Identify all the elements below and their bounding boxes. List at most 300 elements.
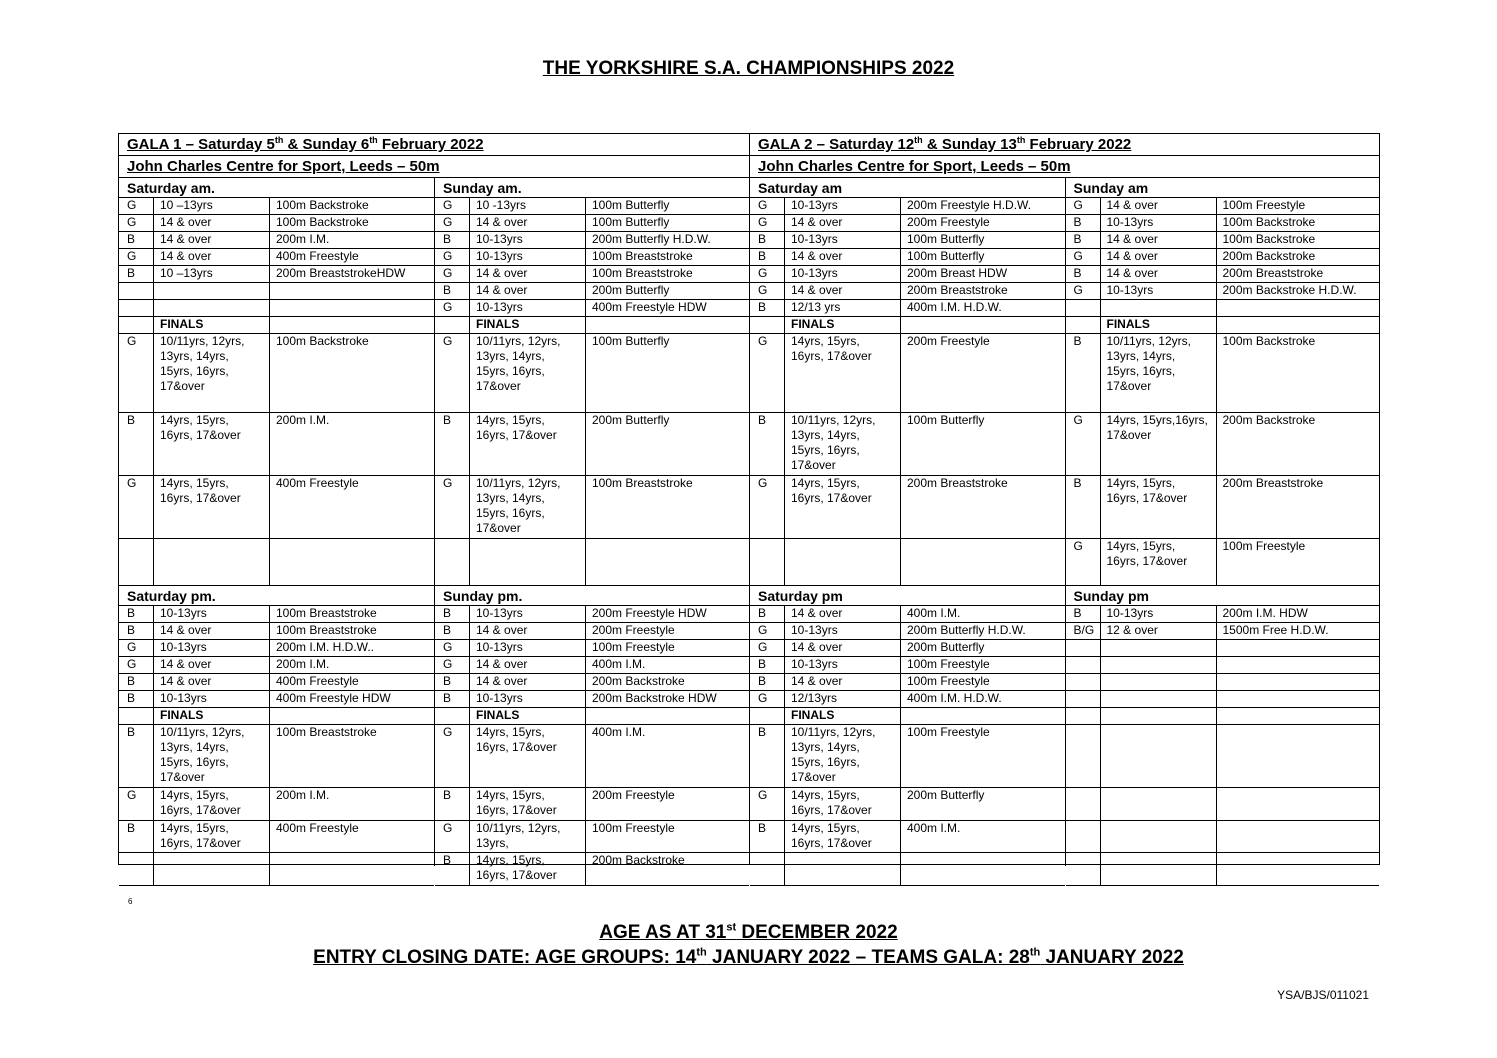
gender-cell: B <box>1073 232 1082 246</box>
session-heading: Saturday pm <box>750 586 1065 606</box>
age-group-cell: 10-13yrs <box>1100 215 1216 231</box>
entry-note-sup: th <box>1029 946 1041 959</box>
gala-title-text: GALA 2 – Saturday 12 <box>758 136 915 153</box>
gala-title-sup: th <box>369 135 378 145</box>
event-row <box>119 708 434 725</box>
event-row <box>1066 198 1380 215</box>
event-cell: 100m Breaststroke <box>269 606 434 622</box>
event-row <box>119 623 434 640</box>
age-group-cell: FINALS <box>469 317 585 333</box>
entry-note-text: JANUARY 2022 <box>1040 947 1184 968</box>
event-cell: 200m I.M. H.D.W.. <box>269 640 434 656</box>
age-group-cell: 14 & over <box>1100 266 1216 282</box>
event-cell: 400m I.M. H.D.W. <box>900 300 1065 316</box>
gender-cell <box>1066 708 1100 724</box>
event-row <box>1066 821 1380 853</box>
age-group-cell: 10/11yrs, 12yrs, 13yrs, 14yrs, 15yrs, 16yrs, 17&over <box>784 725 900 787</box>
event-cell: 200m Butterfly H.D.W. <box>585 232 749 248</box>
event-row <box>119 232 434 249</box>
age-group-cell: 14 & over <box>784 249 900 265</box>
event-row <box>1066 334 1380 413</box>
event-row <box>750 606 1065 623</box>
gender-cell: G <box>443 300 453 314</box>
gender-cell <box>119 708 153 724</box>
event-row <box>435 266 749 283</box>
gender-cell: G <box>758 788 768 802</box>
event-row <box>1066 283 1380 300</box>
event-row <box>1066 623 1380 640</box>
gender-cell: B/G <box>1073 623 1095 637</box>
event-cell: 100m Breaststroke <box>269 725 434 787</box>
age-group-cell: 10/11yrs, 12yrs, 13yrs, 14yrs, 15yrs, 16yrs, 17&over <box>469 334 585 412</box>
event-row <box>750 725 1065 788</box>
day-column <box>119 178 434 866</box>
event-cell: 200m Backstroke <box>1216 249 1380 265</box>
age-group-cell: 10 –13yrs <box>153 266 269 282</box>
gala-title-text: & Sunday 6 <box>283 136 370 153</box>
event-row <box>435 674 749 691</box>
gender-cell: B <box>758 674 767 688</box>
event-row <box>435 232 749 249</box>
event-cell <box>1216 657 1380 673</box>
day-column <box>1065 178 1380 866</box>
event-row <box>1066 657 1380 674</box>
gender-cell <box>750 539 784 585</box>
gender-cell <box>750 708 784 724</box>
event-cell: 200m Freestyle <box>585 788 749 820</box>
event-cell: 100m Freestyle <box>1216 198 1380 214</box>
event-row <box>435 198 749 215</box>
age-group-cell: 14 & over <box>469 623 585 639</box>
age-group-cell: 10-13yrs <box>469 640 585 656</box>
event-cell <box>1216 300 1380 316</box>
event-row <box>435 657 749 674</box>
event-row <box>750 476 1065 539</box>
event-row <box>119 640 434 657</box>
gender-cell: B <box>127 413 136 427</box>
gala-title-text: & Sunday 13 <box>922 136 1017 153</box>
event-row <box>119 283 434 300</box>
event-cell: 400m Freestyle HDW <box>585 300 749 316</box>
age-group-cell: 14 & over <box>153 623 269 639</box>
age-group-cell <box>1100 640 1216 656</box>
age-group-cell: FINALS <box>469 708 585 724</box>
gender-cell: B <box>127 725 136 739</box>
age-group-cell: 14 & over <box>784 606 900 622</box>
age-group-cell <box>784 853 900 885</box>
event-row <box>435 691 749 708</box>
age-group-cell: 14 & over <box>153 674 269 690</box>
event-row <box>119 476 434 539</box>
event-cell: 200m Breaststroke <box>900 283 1065 299</box>
gender-cell: B <box>127 691 136 705</box>
event-row <box>1066 232 1380 249</box>
event-cell <box>269 708 434 724</box>
event-cell: 400m Freestyle <box>269 674 434 690</box>
event-row <box>119 788 434 821</box>
age-group-cell <box>1100 300 1216 316</box>
event-cell: 100m Freestyle <box>900 657 1065 673</box>
gala-1 <box>119 134 749 882</box>
event-row <box>119 725 434 788</box>
event-row <box>1066 708 1380 725</box>
event-row <box>435 539 749 586</box>
age-group-cell: 14 & over <box>469 657 585 673</box>
age-group-cell: FINALS <box>784 317 900 333</box>
gender-cell <box>1066 657 1100 673</box>
age-group-cell: 14yrs, 15yrs, 16yrs, 17&over <box>1100 539 1216 585</box>
event-cell: 200m Backstroke H.D.W. <box>1216 283 1380 299</box>
session-heading: Saturday am. <box>119 178 434 198</box>
event-row <box>750 821 1065 853</box>
event-row <box>119 249 434 266</box>
event-cell: 100m Breaststroke <box>585 476 749 538</box>
age-group-cell: 14yrs, 15yrs, 16yrs, 17&over <box>153 476 269 538</box>
event-row <box>1066 788 1380 821</box>
entry-note-sup: th <box>696 946 707 959</box>
gender-cell: B <box>127 674 136 688</box>
age-group-cell: 10-13yrs <box>153 691 269 707</box>
event-row <box>119 606 434 623</box>
gender-cell <box>435 708 469 724</box>
gender-cell: G <box>443 334 453 348</box>
event-cell <box>269 317 434 333</box>
gender-cell: G <box>1073 413 1083 427</box>
gender-cell: G <box>127 334 137 348</box>
gender-cell <box>119 317 153 333</box>
gender-cell: G <box>127 249 137 263</box>
age-group-cell: 10-13yrs <box>1100 606 1216 622</box>
session-heading: Sunday am. <box>435 178 749 198</box>
event-cell <box>1216 674 1380 690</box>
gender-cell: B <box>758 725 767 739</box>
age-group-cell: 10-13yrs <box>153 640 269 656</box>
gender-cell: G <box>127 476 137 490</box>
entry-note-text: JANUARY 2022 – TEAMS GALA: 28 <box>706 947 1030 968</box>
gala-title-sup: th <box>274 135 284 145</box>
age-group-cell <box>1100 821 1216 852</box>
age-group-cell <box>153 853 269 885</box>
event-row <box>1066 640 1380 657</box>
age-group-cell: 10-13yrs <box>469 300 585 316</box>
gala-title-sup: th <box>914 135 923 145</box>
gender-cell: B <box>443 691 452 705</box>
age-group-cell: 14 & over <box>153 215 269 231</box>
event-row <box>1066 691 1380 708</box>
gender-cell: B <box>758 300 767 314</box>
entry-note-text: ENTRY CLOSING DATE: AGE GROUPS: 14 <box>313 947 697 968</box>
event-row <box>1066 266 1380 283</box>
event-cell: 100m Freestyle <box>585 640 749 656</box>
event-row <box>435 317 749 334</box>
gender-cell <box>435 539 469 585</box>
age-group-cell: 14yrs, 15yrs, 16yrs, 17&over <box>784 476 900 538</box>
document-reference: YSA/BJS/011021 <box>1277 988 1369 1002</box>
footnote-mark: 6 <box>128 897 133 906</box>
event-row <box>750 691 1065 708</box>
event-row <box>750 249 1065 266</box>
age-group-cell: 10-13yrs <box>469 232 585 248</box>
gender-cell: G <box>758 334 768 348</box>
gender-cell: G <box>758 640 768 654</box>
event-cell: 200m I.M. <box>269 413 434 475</box>
event-row <box>750 300 1065 317</box>
event-row <box>119 821 434 853</box>
event-cell: 400m I.M. <box>585 725 749 787</box>
page-title: THE YORKSHIRE S.A. CHAMPIONSHIPS 2022 <box>542 58 955 79</box>
gala-venue: John Charles Centre for Sport, Leeds – 50m <box>119 156 749 178</box>
event-row <box>435 249 749 266</box>
gender-cell: G <box>443 476 453 490</box>
event-cell: 200m Freestyle <box>585 623 749 639</box>
event-cell: 100m Backstroke <box>269 334 434 412</box>
gender-cell: G <box>443 640 453 654</box>
event-cell: 100m Freestyle <box>1216 539 1380 585</box>
gender-cell: G <box>1073 198 1083 212</box>
gender-cell: B <box>758 232 767 246</box>
gender-cell: G <box>443 198 453 212</box>
age-group-cell: 14yrs, 15yrs, 16yrs, 17&over <box>469 413 585 475</box>
age-group-cell: 12/13 yrs <box>784 300 900 316</box>
age-group-cell: 14 & over <box>784 215 900 231</box>
event-row <box>435 606 749 623</box>
age-group-cell: 10-13yrs <box>784 623 900 639</box>
event-cell: 200m Freestyle HDW <box>585 606 749 622</box>
gender-cell: G <box>443 657 453 671</box>
gender-cell: G <box>1073 539 1083 553</box>
event-row <box>750 674 1065 691</box>
event-row <box>119 539 434 586</box>
gender-cell: B <box>127 623 136 637</box>
age-group-cell <box>1100 657 1216 673</box>
age-group-cell <box>1100 788 1216 820</box>
event-cell: 100m Freestyle <box>585 821 749 852</box>
gender-cell: B <box>127 606 136 620</box>
event-row <box>1066 215 1380 232</box>
event-cell: 400m I.M. <box>900 821 1065 852</box>
gender-cell: B <box>443 788 452 802</box>
gender-cell: B <box>443 674 452 688</box>
event-row <box>1066 413 1380 476</box>
event-cell: 200m Butterfly <box>585 283 749 299</box>
event-cell <box>585 539 749 585</box>
event-cell: 100m Freestyle <box>900 725 1065 787</box>
session-heading: Sunday pm <box>1066 586 1380 606</box>
age-note-sup: st <box>726 921 737 934</box>
age-group-cell: 10-13yrs <box>784 198 900 214</box>
gender-cell: B <box>1073 215 1082 229</box>
event-row <box>435 788 749 821</box>
event-row <box>1066 249 1380 266</box>
age-group-cell: 14 & over <box>1100 249 1216 265</box>
event-cell: 100m Backstroke <box>269 215 434 231</box>
event-row <box>435 476 749 539</box>
gender-cell: B <box>758 821 767 835</box>
gala-title <box>750 134 1379 156</box>
age-group-cell: 10-13yrs <box>1100 283 1216 299</box>
event-row <box>119 334 434 413</box>
gender-cell: G <box>127 640 137 654</box>
event-cell: 100m Freestyle <box>900 674 1065 690</box>
gala-venue: John Charles Centre for Sport, Leeds – 50m <box>750 156 1379 178</box>
event-row <box>750 788 1065 821</box>
age-group-cell: 10/11yrs, 12yrs, 13yrs, 14yrs, 15yrs, 16yrs, 17&over <box>153 334 269 412</box>
gender-cell <box>1066 691 1100 707</box>
gender-cell: G <box>127 215 137 229</box>
event-cell <box>1216 853 1380 885</box>
event-cell: 200m Butterfly <box>585 413 749 475</box>
gender-cell: G <box>1073 249 1083 263</box>
event-cell: 100m Butterfly <box>900 232 1065 248</box>
age-group-cell: 10-13yrs <box>469 606 585 622</box>
event-row <box>1066 317 1380 334</box>
event-row <box>435 708 749 725</box>
age-group-cell: FINALS <box>153 317 269 333</box>
event-cell: 200m Breaststroke <box>1216 476 1380 538</box>
event-cell: 100m Backstroke <box>1216 232 1380 248</box>
event-row <box>435 283 749 300</box>
age-group-cell: 12/13yrs <box>784 691 900 707</box>
event-cell: 1500m Free H.D.W. <box>1216 623 1380 639</box>
gender-cell <box>435 317 469 333</box>
event-row <box>435 725 749 788</box>
gender-cell <box>119 853 153 885</box>
age-group-cell: FINALS <box>784 708 900 724</box>
event-row <box>435 334 749 413</box>
event-cell: 100m Butterfly <box>585 334 749 412</box>
age-group-cell <box>1100 691 1216 707</box>
gender-cell: G <box>443 249 453 263</box>
event-cell: 200m I.M. <box>269 657 434 673</box>
session-heading: Saturday am <box>750 178 1065 198</box>
event-cell: 400m Freestyle <box>269 821 434 852</box>
event-row <box>435 853 749 886</box>
event-cell <box>1216 788 1380 820</box>
age-group-cell: 14yrs, 15yrs, 16yrs, 17&over <box>784 788 900 820</box>
event-row <box>435 300 749 317</box>
entry-closing-note <box>0 947 1497 969</box>
event-row <box>750 623 1065 640</box>
gender-cell: G <box>758 215 768 229</box>
gender-cell <box>1066 788 1100 820</box>
event-cell: 200m I.M. <box>269 788 434 820</box>
gender-cell <box>119 283 153 299</box>
schedule-table <box>118 133 1380 882</box>
gender-cell <box>119 539 153 585</box>
gender-cell: G <box>758 266 768 280</box>
event-row <box>1066 606 1380 623</box>
age-note-text: AGE AS AT 31 <box>599 922 727 943</box>
event-cell: 200m Butterfly <box>900 788 1065 820</box>
event-cell: 400m I.M. H.D.W. <box>900 691 1065 707</box>
gender-cell: G <box>1073 283 1083 297</box>
gender-cell: G <box>443 266 453 280</box>
event-cell: 100m Butterfly <box>900 249 1065 265</box>
event-cell: 200m Backstroke <box>585 853 749 885</box>
event-cell: 200m Freestyle <box>900 215 1065 231</box>
event-cell: 200m I.M. <box>269 232 434 248</box>
event-cell: 100m Butterfly <box>585 215 749 231</box>
event-row <box>750 413 1065 476</box>
event-cell: 200m Backstroke HDW <box>585 691 749 707</box>
gender-cell: G <box>758 623 768 637</box>
event-row <box>1066 476 1380 539</box>
age-group-cell: 14yrs, 15yrs, 16yrs, 17&over <box>469 853 585 885</box>
event-row <box>435 640 749 657</box>
event-cell <box>269 853 434 885</box>
event-cell: 200m BreaststrokeHDW <box>269 266 434 282</box>
age-group-cell: 14 & over <box>469 283 585 299</box>
gender-cell: B <box>758 413 767 427</box>
event-cell <box>900 853 1065 885</box>
event-cell: 100m Breaststroke <box>269 623 434 639</box>
age-group-cell: 10-13yrs <box>784 266 900 282</box>
age-group-cell: 10-13yrs <box>469 691 585 707</box>
age-group-cell: 14 & over <box>784 674 900 690</box>
event-row <box>750 317 1065 334</box>
age-group-cell <box>153 539 269 585</box>
event-cell: 200m Freestyle <box>900 334 1065 412</box>
gender-cell <box>1066 300 1100 316</box>
event-cell <box>585 708 749 724</box>
session-heading: Sunday am <box>1066 178 1380 198</box>
event-row <box>435 623 749 640</box>
event-cell <box>269 300 434 316</box>
event-row <box>750 657 1065 674</box>
gender-cell: B <box>758 606 767 620</box>
gender-cell: G <box>127 788 137 802</box>
gender-cell: B <box>1073 266 1082 280</box>
gender-cell: B <box>1073 606 1082 620</box>
gender-cell <box>750 317 784 333</box>
age-group-cell: 10-13yrs <box>784 657 900 673</box>
event-row <box>750 266 1065 283</box>
event-cell: 200m Backstroke <box>585 674 749 690</box>
event-row <box>750 708 1065 725</box>
event-cell: 100m Butterfly <box>585 198 749 214</box>
event-row <box>119 853 434 886</box>
age-group-cell: 14 & over <box>1100 232 1216 248</box>
gender-cell <box>1066 674 1100 690</box>
gender-cell: G <box>443 215 453 229</box>
gender-cell: G <box>443 821 453 835</box>
gender-cell: B <box>443 623 452 637</box>
event-row <box>750 198 1065 215</box>
age-group-cell: 14 & over <box>469 674 585 690</box>
event-cell: 200m I.M. HDW <box>1216 606 1380 622</box>
event-cell: 200m Breast HDW <box>900 266 1065 282</box>
age-group-cell: FINALS <box>153 708 269 724</box>
event-cell: 400m Freestyle <box>269 249 434 265</box>
event-cell: 100m Backstroke <box>1216 334 1380 412</box>
age-group-cell: 14 & over <box>153 657 269 673</box>
event-cell <box>900 539 1065 585</box>
event-row <box>1066 300 1380 317</box>
event-cell <box>1216 821 1380 852</box>
gender-cell: B <box>127 232 136 246</box>
gender-cell: G <box>127 657 137 671</box>
event-row <box>435 215 749 232</box>
event-cell: 100m Breaststroke <box>585 266 749 282</box>
gala-2 <box>749 134 1379 864</box>
event-cell <box>585 317 749 333</box>
event-row <box>119 657 434 674</box>
age-group-cell <box>1100 708 1216 724</box>
gender-cell: B <box>443 283 452 297</box>
event-cell <box>269 539 434 585</box>
event-cell: 100m Backstroke <box>1216 215 1380 231</box>
event-cell <box>1216 725 1380 787</box>
